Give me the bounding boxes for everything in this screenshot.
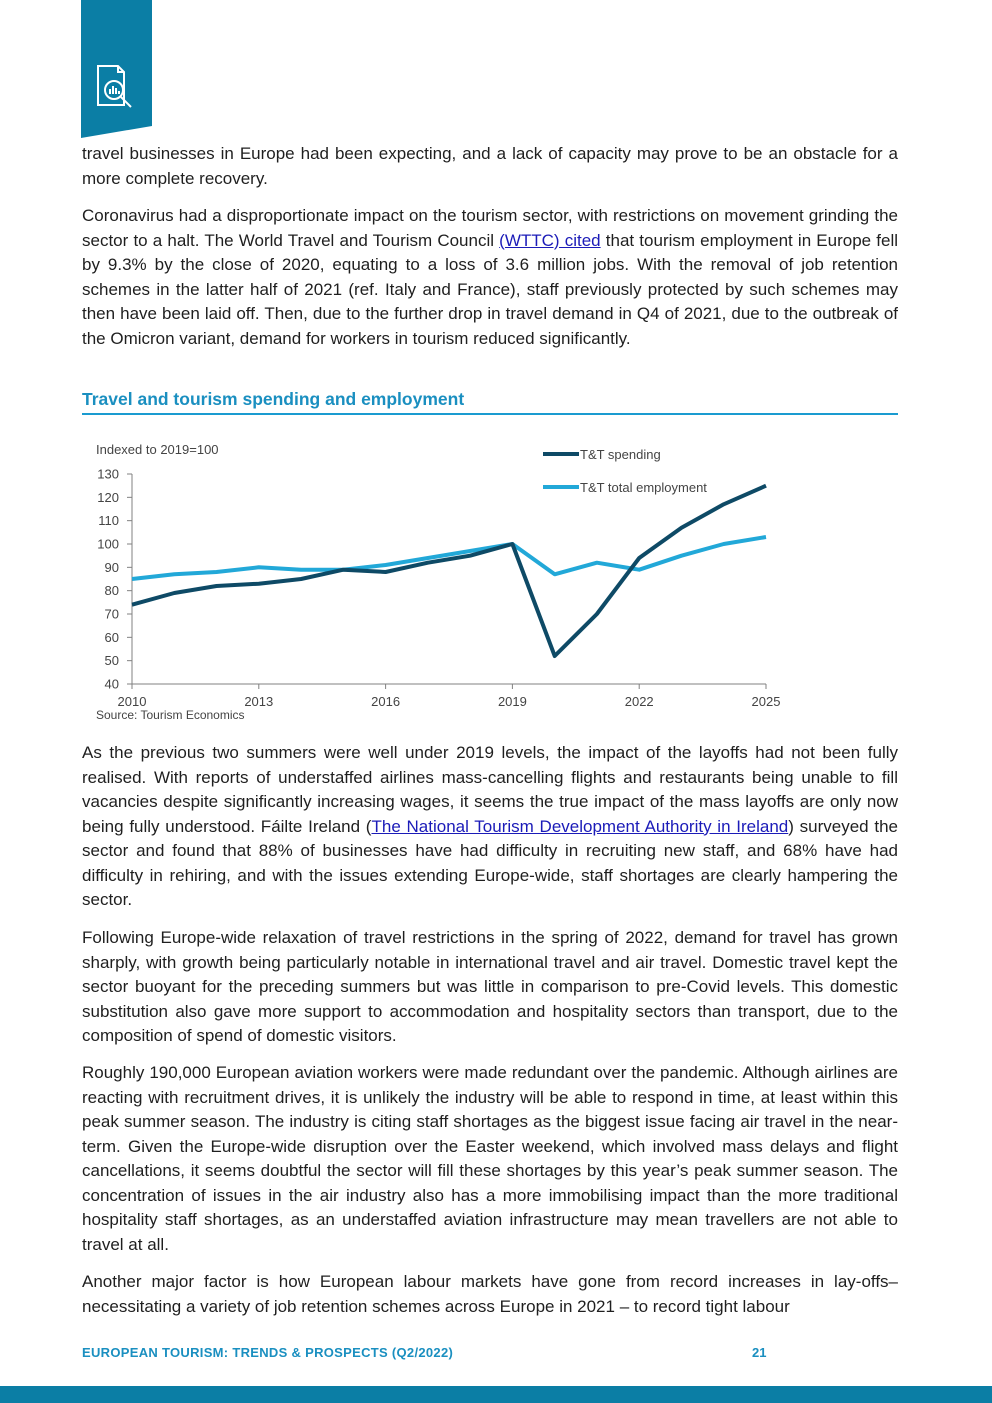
page-number: 21 bbox=[752, 1345, 767, 1360]
y-tick-label: 100 bbox=[97, 536, 119, 552]
y-tick-label: 40 bbox=[104, 676, 119, 692]
x-tick-label: 2010 bbox=[117, 694, 147, 709]
chart-ylabel: Indexed to 2019=100 bbox=[96, 442, 219, 457]
x-tick-label: 2013 bbox=[244, 694, 274, 709]
y-tick-label: 70 bbox=[104, 606, 119, 622]
x-tick-label: 2025 bbox=[751, 694, 781, 709]
paragraph-3-text-a: As the previous two summers were well under 2019 levels, the impact of the layoffs had not been fully realised. With reports of understaffed airlines mass-cancelling flights and restaurants being unable to fill vacancies despite significantly increasing wages, it seems the true impact of the mass layoffs are only now being fully understood. Fáilte Ireland ( bbox=[82, 743, 898, 836]
y-tick-label: 50 bbox=[104, 653, 119, 669]
y-tick-label: 130 bbox=[97, 466, 119, 482]
paragraph-2 bbox=[82, 204, 898, 351]
paragraph-2-text-a: Coronavirus had a disproportionate impact on the tourism sector, with restrictions on movement grinding the sector to a halt. The World Travel and Tourism Council bbox=[82, 206, 898, 250]
paragraph-2-text-b: that tourism employment in Europe fell by 9.3% by the close of 2020, equating to a loss of 3.6 million jobs. With the removal of job retention schemes in the latter half of 2021 (ref. Italy and France), staff previously protected by such schemes may then have been laid off. Then, due to the further drop in travel demand in Q4 of 2021, due to the outbreak of the Omicron variant, demand for workers in tourism reduced significantly. bbox=[82, 230, 899, 348]
x-tick-label: 2022 bbox=[624, 694, 654, 709]
legend bbox=[543, 447, 707, 495]
line-chart bbox=[82, 430, 802, 735]
x-tick-label: 2019 bbox=[497, 694, 527, 709]
y-tick-label: 90 bbox=[104, 559, 119, 575]
y-tick-label: 60 bbox=[104, 629, 119, 645]
failte-ireland-link[interactable]: The National Tourism Development Authority in Ireland bbox=[371, 816, 789, 836]
y-tick-label: 80 bbox=[104, 583, 119, 599]
legend-label-spending: T&T spending bbox=[580, 447, 661, 462]
wttc-cited-link[interactable]: (WTTC) cited bbox=[499, 230, 601, 250]
y-tick-label: 120 bbox=[97, 489, 119, 505]
paragraph-3 bbox=[82, 741, 898, 913]
paragraph-4: Following Europe-wide relaxation of travel restrictions in the spring of 2022, demand for travel has grown sharply, with growth being particularly notable in international travel and air travel. Domestic travel kept the sector buoyant for the preceding summers but was little in comparison to pre-Covid levels. This domestic substitution also gave more support to accommodation and hospitality sectors than transport, due to the composition of spend of domestic visitors. bbox=[82, 928, 898, 1045]
y-tick-label: 110 bbox=[98, 513, 119, 529]
footer-title: EUROPEAN TOURISM: TRENDS & PROSPECTS (Q2/2022) bbox=[82, 1345, 454, 1360]
paragraph-3-text-b: ) surveyed the sector and found that 88% of businesses have had difficulty in recruiting new staff, and 68% have had difficulty in rehiring, and with the issues extending Europe-wide, staff shortages are clearly hampering the sector. bbox=[82, 816, 898, 909]
section-heading: Travel and tourism spending and employment bbox=[82, 389, 898, 415]
paragraph-6: Another major factor is how European labour markets have gone from record increases in lay-offs– necessitating a variety of job retention schemes across Europe in 2021 – to record tight labour bbox=[82, 1272, 898, 1316]
x-tick-label: 2016 bbox=[371, 694, 401, 709]
paragraph-5: Roughly 190,000 European aviation workers were made redundant over the pandemic. Although airlines are reacting with recruitment drives, it is unlikely the industry will be able to respond in time, at least within this peak summer season. The industry is citing staff shortages as the biggest issue facing air travel in the near-term. Given the Europe-wide disruption over the Easter weekend, which involved mass delays and flight cancellations, it seems doubtful the sector will fill these shortages by this year’s peak summer season. The concentration of issues in the air industry also has a more immobilising impact than the more traditional hospitality staff shortages, as an understaffed aviation infrastructure may mean travellers are not able to travel at all. bbox=[82, 1063, 898, 1254]
paragraph-1: travel businesses in Europe had been expecting, and a lack of capacity may prove to be an obstacle for a more complete recovery. bbox=[82, 144, 898, 188]
chart-source: Source: Tourism Economics bbox=[96, 708, 245, 722]
chart-svg bbox=[82, 430, 802, 730]
legend-label-employment: T&T total employment bbox=[580, 480, 707, 495]
bottom-bar bbox=[0, 1386, 992, 1403]
header-tab bbox=[81, 0, 152, 138]
